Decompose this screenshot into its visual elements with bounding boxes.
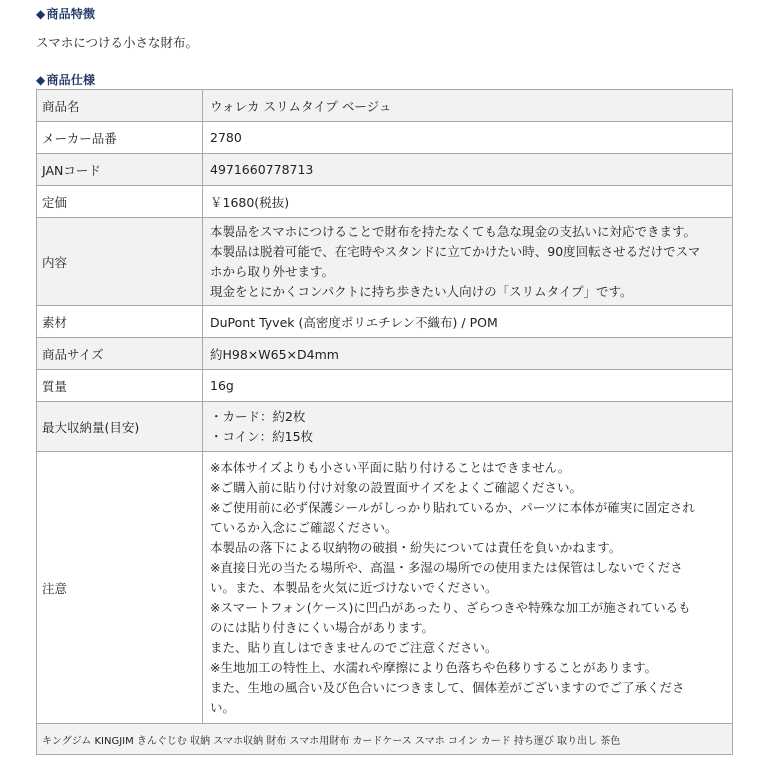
spec-line: 現金をとにかくコンパクトに持ち歩きたい人向けの「スリムタイプ」です。 — [210, 283, 633, 299]
spec-label: 商品名 — [37, 90, 203, 122]
spec-line: 本製品の落下による収納物の破損・紛失については責任を負いかねます。 — [210, 539, 622, 555]
spec-line: ※生地加工の特性上、水濡れや摩擦により色落ちや色移りすることがあります。 — [210, 659, 657, 675]
spec-row-contents — [37, 218, 733, 306]
spec-value: 16g — [203, 370, 733, 402]
spec-label: メーカー品番 — [37, 122, 203, 154]
specs-heading — [36, 71, 95, 88]
spec-value: DuPont Tyvek (高密度ポリエチレン不織布) / POM — [203, 306, 733, 338]
spec-line: ・コイン：約15枚 — [210, 428, 314, 444]
spec-row-keywords — [37, 724, 733, 755]
specs-heading-text: 商品仕様 — [46, 73, 96, 87]
features-heading — [36, 5, 95, 22]
spec-label: 最大収納量(目安) — [37, 402, 203, 452]
spec-line: ※直接日光の当たる場所や、高温・多湿の場所での使用または保管はしないでくださ — [210, 559, 683, 575]
spec-row-size — [37, 338, 733, 370]
spec-value: 約H98×W65×D4mm — [203, 338, 733, 370]
spec-row-material — [37, 306, 733, 338]
spec-line: 本製品は脱着可能で、在宅時やスタンドに立てかけたい時、90度回転させるだけでスマ — [210, 243, 701, 259]
spec-value — [203, 402, 733, 452]
spec-line: い。また、本製品を火気に近づけないでください。 — [210, 579, 498, 595]
spec-row-jan-code — [37, 154, 733, 186]
features-heading-text: 商品特徴 — [46, 7, 96, 21]
spec-label: 注意 — [37, 452, 203, 724]
spec-value — [203, 218, 733, 306]
spec-line: ※ご購入前に貼り付け対象の設置面サイズをよくご確認ください。 — [210, 479, 582, 495]
spec-value: ウォレカ スリムタイプ ベージュ — [203, 90, 733, 122]
spec-line: また、貼り直しはできませんのでご注意ください。 — [210, 639, 498, 655]
spec-line: ているか入念にご確認ください。 — [210, 519, 398, 535]
spec-line: ※ご使用前に必ず保護シールがしっかり貼れているか、パーツに本体が確実に固定され — [210, 499, 695, 515]
spec-row-weight — [37, 370, 733, 402]
spec-line: ※スマートフォン(ケース)に凹凸があったり、ざらつきや特殊な加工が施されているも — [210, 599, 691, 615]
spec-row-maker-number — [37, 122, 733, 154]
spec-row-product-name — [37, 90, 733, 122]
spec-line: のには貼り付きにくい場合があります。 — [210, 619, 435, 635]
spec-row-price — [37, 186, 733, 218]
spec-line: い。 — [210, 699, 236, 715]
spec-label: 質量 — [37, 370, 203, 402]
spec-line: また、生地の風合い及び色合いにつきまして、個体差がございますのでご了承くださ — [210, 679, 685, 695]
spec-value: ￥1680(税抜) — [203, 186, 733, 218]
spec-line: ホから取り外せます。 — [210, 263, 335, 279]
spec-value: 4971660778713 — [203, 154, 733, 186]
spec-value — [203, 452, 733, 724]
spec-table — [36, 89, 733, 755]
spec-line: ・カード：約2枚 — [210, 408, 306, 424]
diamond-icon: ◆ — [36, 7, 46, 21]
features-text: スマホにつける小さな財布。 — [36, 35, 199, 50]
keywords-text: キングジム KINGJIM きんぐじむ 収納 スマホ収納 財布 スマホ用財布 カードケース スマホ コイン カード 持ち運び 取り出し 茶色 — [37, 724, 733, 755]
diamond-icon: ◆ — [36, 73, 46, 87]
spec-row-caution — [37, 452, 733, 724]
spec-label: JANコード — [37, 154, 203, 186]
spec-label: 素材 — [37, 306, 203, 338]
spec-line: ※本体サイズよりも小さい平面に貼り付けることはできません。 — [210, 459, 571, 475]
spec-row-capacity — [37, 402, 733, 452]
spec-line: 本製品をスマホにつけることで財布を持たなくても急な現金の支払いに対応できます。 — [210, 223, 697, 239]
spec-value: 2780 — [203, 122, 733, 154]
spec-label: 内容 — [37, 218, 203, 306]
spec-label: 定価 — [37, 186, 203, 218]
spec-label: 商品サイズ — [37, 338, 203, 370]
